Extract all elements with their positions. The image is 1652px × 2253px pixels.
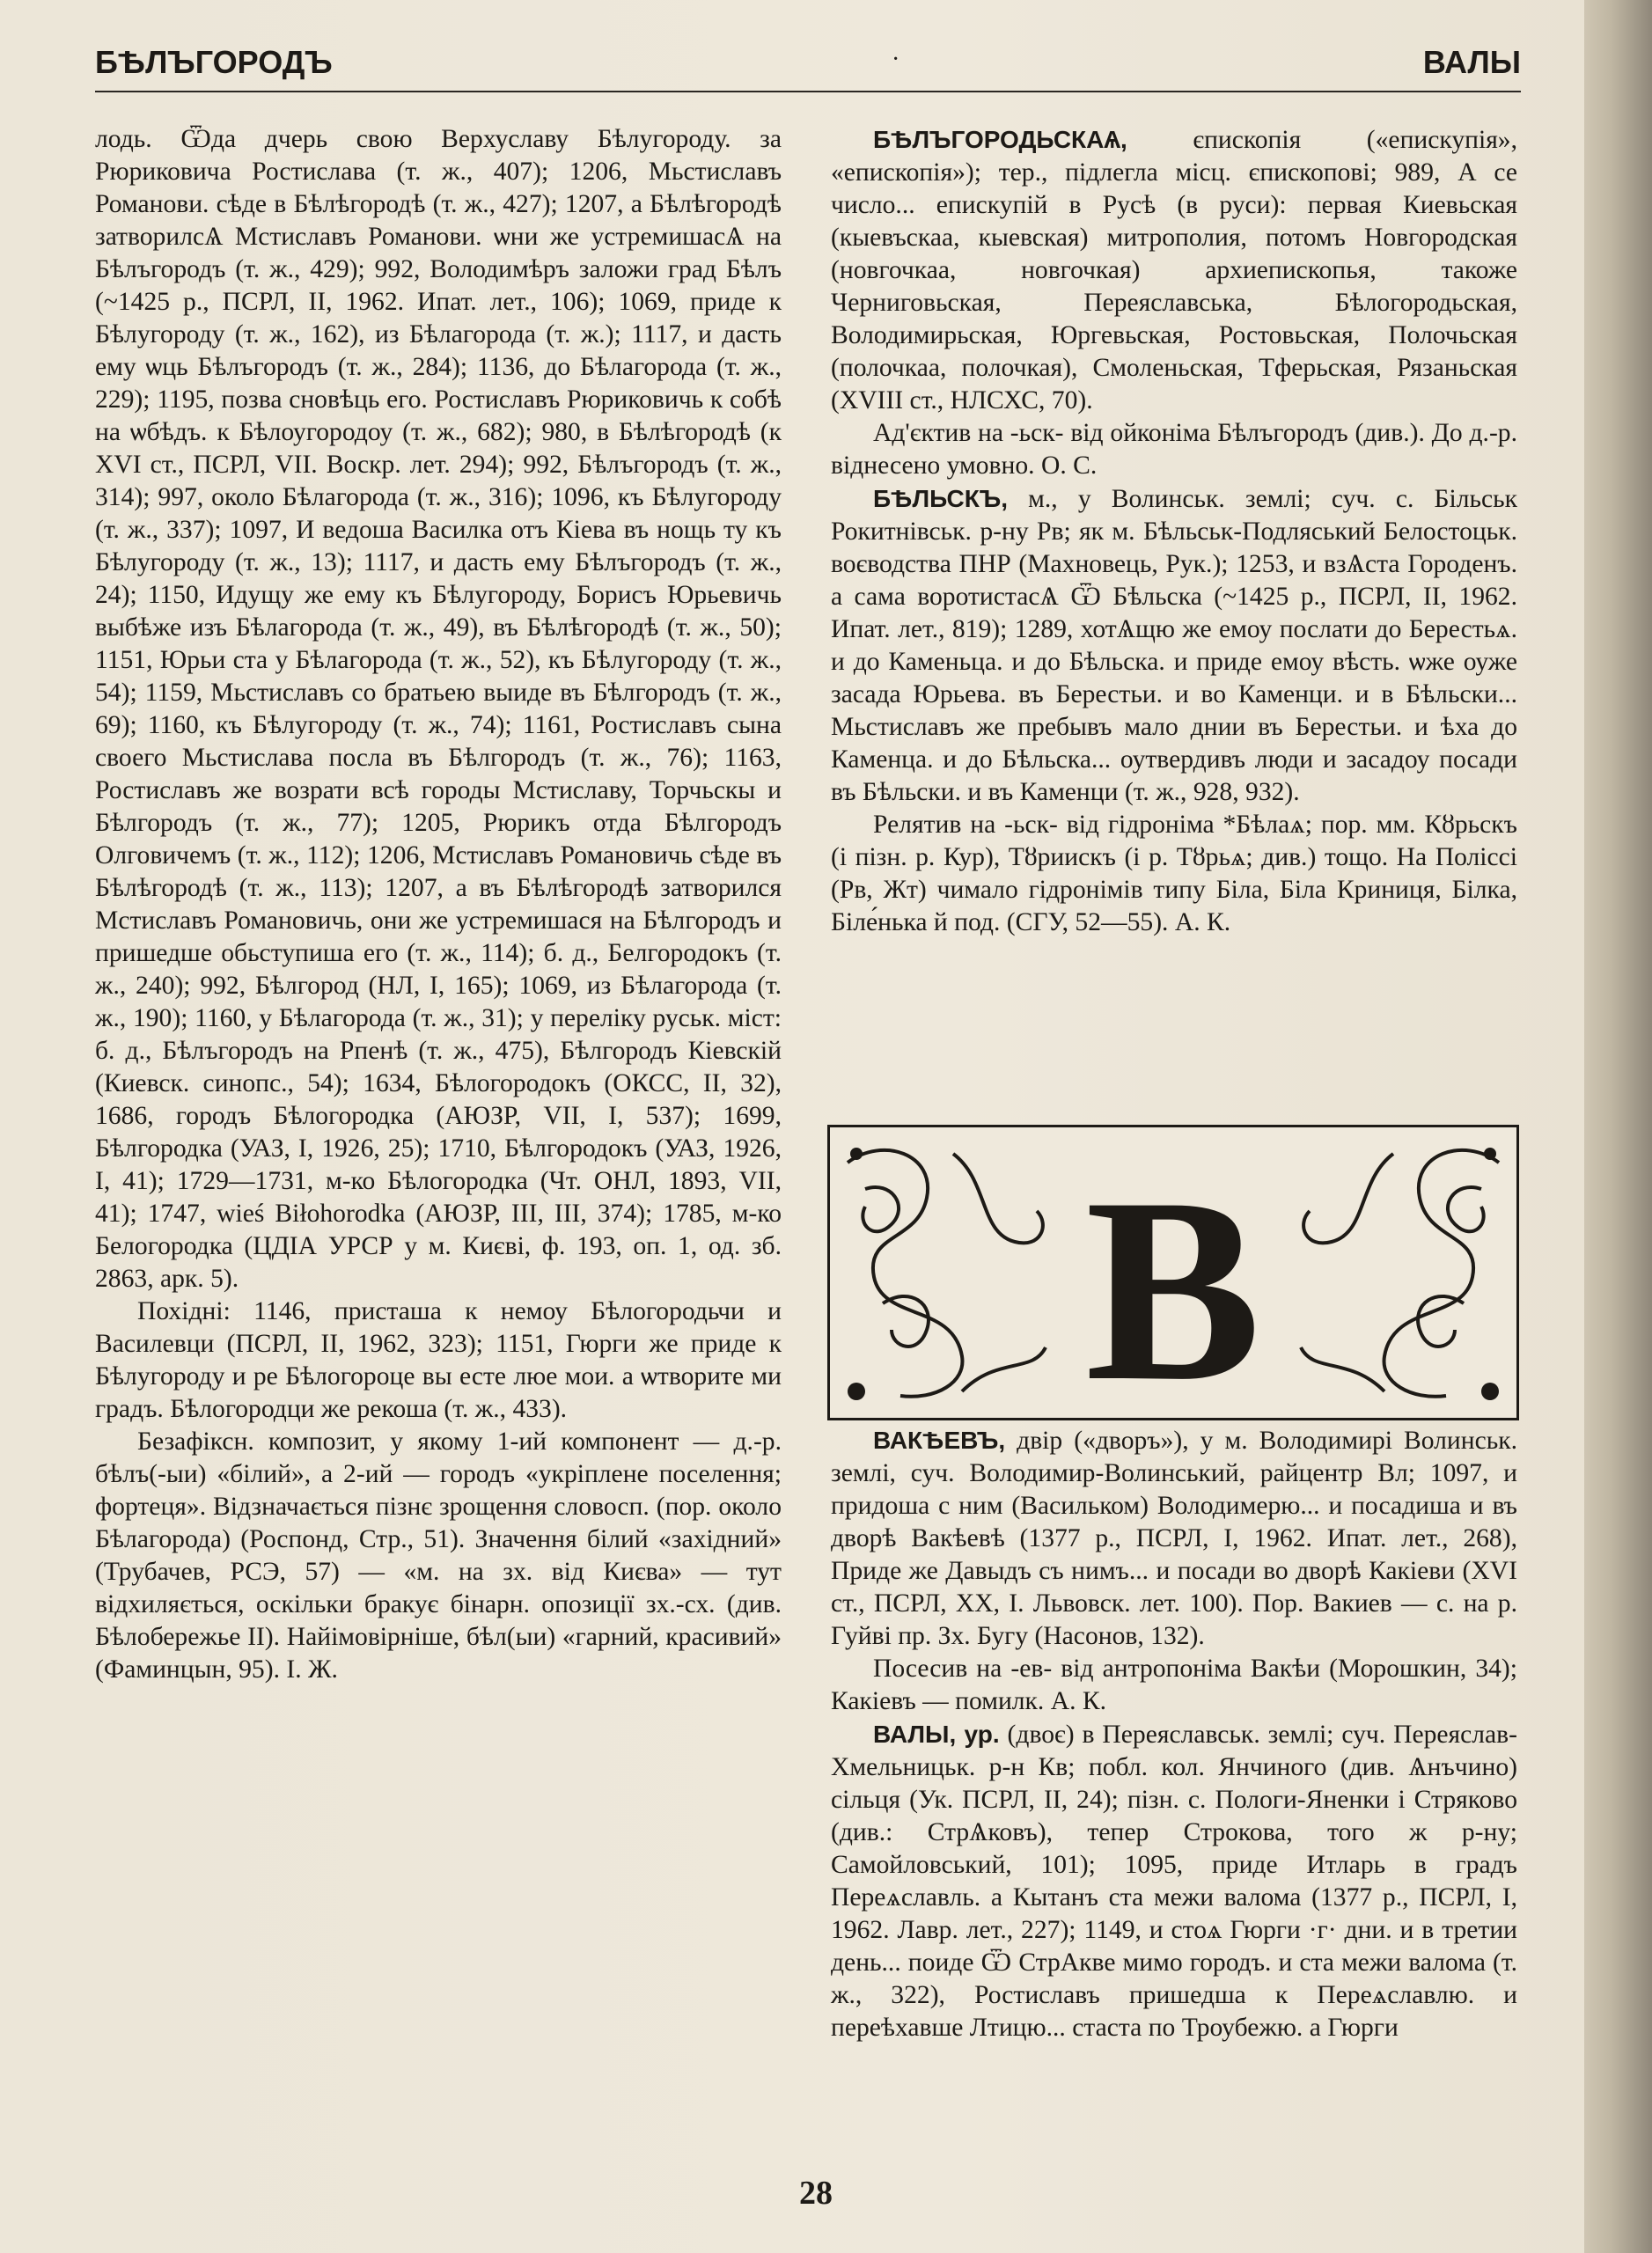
ornament-flourish-icon — [830, 1127, 1516, 1418]
headword: БѢЛЬСКЪ, — [873, 485, 1008, 512]
headword: ВАЛЫ, ур. — [873, 1721, 1000, 1748]
entry-belsk — [831, 482, 1517, 809]
header-dot: · — [892, 46, 900, 73]
left-column — [95, 123, 782, 1686]
right-column-bottom — [831, 1424, 1517, 2044]
entry-continuation: лодь. Ѿда дчерь свою Верхуславу Бѣлугороду. за Рюриковича Ростислава (т. ж., 407); 1206, Мьстиславъ Романови. сѣде в Бѣлѣгородѣ (т. ж., 427); 1207, а Бѣлѣгородѣ затворилсѦ Мстиславъ Романови. ѡни же устремишасѦ на Бѣлъгородъ (т. ж., 429); 992, Володимѣръ заложи град Бѣлъ (~1425 р., ПСРЛ, II, 1962. Ипат. лет., 106); 1069, приде к Бѣлугороду (т. ж., 162), из Бѣлагорода (т. ж.); 1117, и дасть ему ѡць Бѣлъгородъ (т. ж., 284); 1136, до Бѣлагорода (т. ж., 229); 1195, позва сновѣць его. Ростиславъ Рюриковичь к собѣ на ѡбѣдъ. к Бѣлоугородоу (т. ж., 682); 980, в Бѣлѣгородѣ (к XVI ст., ПСРЛ, VII. Воскр. лет. 294); 992, Бѣлъгородъ (т. ж., 314); 997, около Бѣлагорода (т. ж., 316); 1096, къ Бѣлугороду (т. ж., 337); 1097, И ведоша Василка отъ Кіева въ нощь ту къ Бѣлугороду (т. ж., 13); 1117, и дасть ему Бѣлъгородъ (т. ж., 24); 1150, Идущу же ему къ Бѣлугороду, Борисъ Юрьевичь выбѣже изъ Бѣлагорода (т. ж., 49), въ Бѣлѣгородѣ (т. ж., 50); 1151, Юрьи ста у Бѣлагорода (т. ж., 52), къ Бѣлугороду (т. ж., 54); 1159, Мьстиславъ со братьею выиде въ Бѣлгородъ (т. ж., 69); 1160, къ Бѣлугороду (т. ж., 74); 1161, Ростиславъ сына своего Мьстислава посла въ Бѣлгородъ (т. ж., 76); 1163, Ростиславъ же возрати всѣ городы Мстиславу, Торчьскы и Бѣлгородъ (т. ж., 77); 1205, Рюрикъ отда Бѣлгородъ Олговичемъ (т. ж., 112); 1206, Мстиславъ Романовичь сѣде въ Бѣлѣгородѣ (т. ж., 113); 1207, а въ Бѣлѣгородѣ затворился Мстиславъ Романовичь, они же устремишася на Бѣлгородъ и пришедше обьступиша его (т. ж., 114); б. д., Белгородокъ (т. ж., 240); 992, Бѣлгород (НЛ, I, 165); 1069, из Бѣлагорода (т. ж., 190); 1160, у Бѣлагорода (т. ж., 31); у переліку руськ. міст: б. д., Бѣлъгородъ на Рпенѣ (т. ж., 475), Бѣлгородъ Кіевскій (Киевск. синопс., 54); 1634, Бѣлогородокъ (ОКСС, II, 32), 1686, городъ Бѣлогородка (АЮЗР, VII, I, 537); 1699, Бѣлгородка (УАЗ, I, 1926, 25); 1710, Бѣлгородокъ (УАЗ, 1926, I, 41); 1729—1731, м-ко Бѣлогородка (Чт. ОНЛ, 1893, VII, 41); 1747, wieś Biłohorodka (АЮЗР, III, III, 374); 1785, м-ко Белогородка (ЦДІА УРСР у м. Києві, ф. 193, оп. 1, од. зб. 2863, арк. 5). — [95, 125, 782, 1293]
entry-body: м., у Волинськ. землі; суч. с. Більськ Рокитнівськ. р-ну Рв; як м. Бѣльськ-Подляський Белостоцьк. воєводства ПНР (Махновець, Рук.); 1253, и взѦста Городенъ. а сама воротистасѦ Ѿ Бѣльска (~1425 р., ПСРЛ, II, 1962. Ипат. лет., 819); 1289, хотѦщю же емоу послати до Берестьѧ. и до Каменьца. и до Бѣльска. и приде емоу вѣсть. ѡже оуже засада Юрьева. въ Берестьи. и во Каменци. и в Бѣльски... Мьстиславъ же пребывъ мало днии въ Берестьи. и ѣха до Каменца. и до Бѣльска... оутвердивъ люди и засадоу посади въ Бѣльски. и въ Каменци (т. ж., 928, 932). — [831, 485, 1517, 806]
entry-vakeev — [831, 1424, 1517, 1653]
entry-note: Посесив на -ев- від антропоніма Вакѣи (Морошкин, 34); Какіевъ — помилк. А. К. — [831, 1655, 1517, 1715]
entry-note: Ад'єктив на -ьск- від ойконіма Бѣлъгородъ (див.). До д.-р. віднесено умовно. О. С. — [831, 419, 1517, 480]
entry-note: Релятив на -ьск- від гідроніма *Бѣлаѧ; пор. мм. Кȣрьскъ (і пізн. р. Кур), Тȣриискъ (і р. Тȣрьѧ; див.) тощо. На Поліссі (Рв, Жт) чимало гідронімів типу Біла, Біла Криниця, Білка, Біле́нька й под. (СГУ, 52—55). А. К. — [831, 811, 1517, 936]
entry-body: (двоє) в Переяславськ. землі; суч. Переяслав-Хмельницьк. р-н Кв; побл. кол. Янчиного (див. Ѧнъчино) сільця (Ук. ПСРЛ, II, 24); пізн. с. Пологи-Яненки і Стряково (див.: СтрѦковъ), тепер Строкова, того ж р-ну; Самойловський, 101); 1095, приде Итларь в градъ Переѧславль. а Кытанъ ста межи валома (1377 р., ПСРЛ, I, 1962. Лавр. лет., 227); 1149, и стоѧ Гюрги ·г· дни. и в третии день... поиде Ѿ СтрАкве мимо городъ. и ста межи валома (т. ж., 322), Ростиславъ пришедша к Переѧславлю. и переѣхавше Лтицю... стаста по Троубежю. а Гюрги — [831, 1721, 1518, 2042]
entry-belhorodska — [831, 123, 1517, 417]
entry-valy — [831, 1718, 1517, 2044]
derivatives-paragraph: Похідні: 1146, присташа к немоу Бѣлогородьчи и Василевци (ПСРЛ, II, 1962, 323); 1151, Гюрги же приде к Бѣлугороду и ре Бѣлогороце вы есте люе мои. а ѡтворите ми градъ. Бѣлогородци же рекоша (т. ж., 433). — [95, 1297, 782, 1423]
etymology-paragraph: Безафіксн. композит, у якому 1-ий компонент — д.-р. бѣлъ(-ыи) «білий», а 2-ий — городъ «укріплене поселення; фортеця». Відзначається пізнє зрощення словосп. (пор. около Бѣлагорода) (Роспонд, Стр., 51). Значення білий «західний» (Трубачев, РСЭ, 57) — «м. на зх. від Києва» — тут відхиляється, оскільки бракує бінарн. опозиції зх.-сх. (див. Бѣлобережье II). Найімовірніше, бѣл(ыи) «гарний, красивий» (Фаминцын, 95). І. Ж. — [95, 1427, 782, 1684]
running-header — [95, 37, 1521, 90]
right-column-top — [831, 123, 1517, 939]
ornamental-initial-v — [827, 1125, 1519, 1420]
header-right-title: ВАЛЫ — [1422, 44, 1521, 80]
headword: ВАКѢЕВЪ, — [873, 1427, 1006, 1454]
initial-letter: В — [1084, 1143, 1262, 1418]
entry-body: єпископія («епискупія», «епископія»); тер., підлегла місц. єпископові; 989, А се число... епискупій в Русѣ (в руси): первая Киевьская (кыевъскаа, кыевская) митрополия, потомъ Новгородская (новгочкаа, новгочкая) архиепископья, такоже Черниговьская, Переяславська, Бѣлогородьская, Володимирьская, Юргевьская, Ростовьская, Полочьская (полочкаа, полочкая), Смоленьская, Тферьская, Рязаньская (XVIII ст., НЛСХС, 70). — [831, 126, 1517, 415]
header-left-title: БѢЛЪГОРОДЪ — [95, 44, 333, 80]
header-rule — [95, 91, 1521, 92]
headword: БѢЛЪГОРОДЬСКАѦ, — [873, 126, 1127, 153]
binding-shadow — [1584, 0, 1652, 2253]
entry-body: двір («дворъ»), у м. Володимирі Волинськ. землі, суч. Володимир-Волинський, райцентр Вл; 1097, и придоша с ним (Васильком) Володимерю... и посадиша и въ дворѣ Вакѣевѣ (1377 р., ПСРЛ, I, 1962. Ипат. лет., 268), Приде же Давыдъ съ нимъ... и посади во дворѣ Какіеви (XVI ст., ПСРЛ, XX, I. Львовск. лет. 100). Пор. Вакиев — с. на р. Гуйві пр. Зх. Бугу (Насонов, 132). — [831, 1427, 1517, 1650]
page-number: 28 — [799, 2175, 833, 2212]
